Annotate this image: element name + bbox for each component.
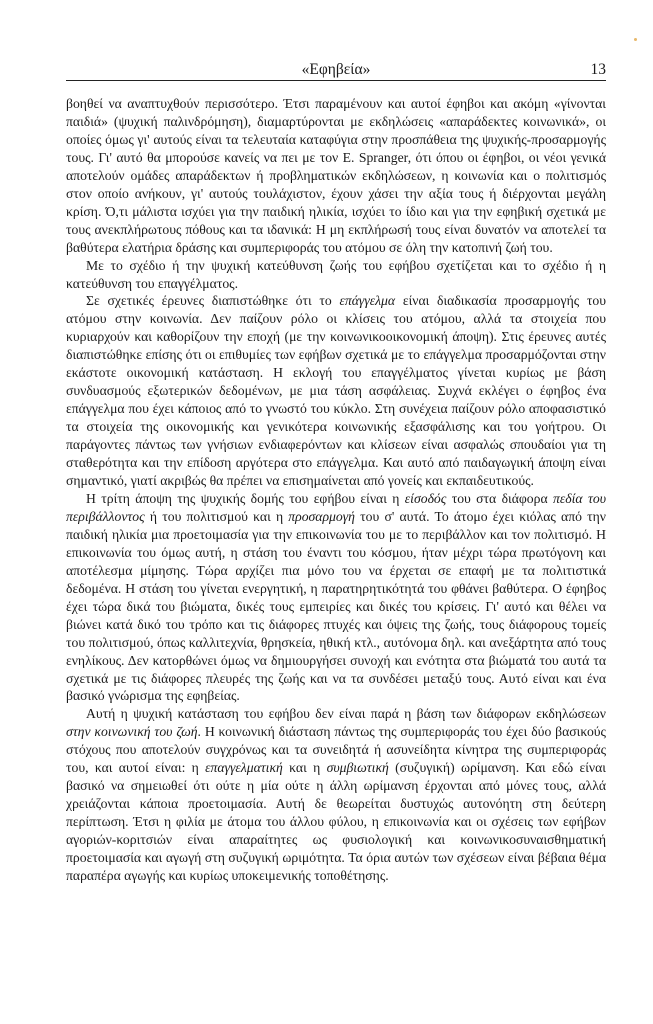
italic-term: πεδία του περιβάλλοντος bbox=[66, 490, 606, 524]
text-run: είναι διαδικασία προσαρμογής του ατόμου στην κοινωνία. Δεν παίζουν ρόλο οι κλίσεις του ατόμου, αλλά τα στοιχεία που κυριαρχούν και καθορίζουν την εποχή (με την κοινωνικοοικονομική άποψη). Στις έρευνες αυτές διαπιστώθηκε επίσης ότι οι επιθυμίες των εφήβων σχετικά με το επάγγελμα προσαρμόζονται στην εκάστοτε οικονομική κατάσταση. Η εκλογή του επαγγέλματος γίνεται κυρίως με βάση συνδυασμούς εξωτερικών δεδομένων, με μια τάση ασφάλειας. Συχνά εκλέγει ο έφηβος ένα επάγγελμα που έχει κάποιος από το γνωστό του κύκλο. Στη συνέχεια παίζουν ρόλο αποφασιστικό τα στοιχεία της οικονομικής και γενικότερα κοινωνικής εξασφάλισης και του γοήτρου. Οι παράγοντες πάντως των γνήσιων ενδιαφερόντων και κλίσεων είναι ασφαλώς σπουδαίοι για τη σταθερότητα και την επίδοση αργότερα στο επάγγελμα. Και αυτό από παιδαγωγική άποψη είναι σημαντικό, γιατί ακριβώς θα πρέπει να επισημαίνεται από γονείς και εκπαιδευτικούς. bbox=[66, 293, 606, 489]
body-text bbox=[66, 95, 606, 885]
italic-term: είσοδός bbox=[404, 490, 447, 506]
italic-term: επάγγελμα bbox=[339, 293, 396, 309]
text-run: (συζυγική) ωρίμανση. Και εδώ είναι βασικό να σημειωθεί ότι ούτε η μία ούτε η άλλη ωρίμανση έρχονται από μόνες τους, αλλά χρειάζονται κάποια προετοιμασία. Αυτή δε θεωρείται δυστυχώς αυτονόητη στη δεύτερη περίπτωση. Έτσι η φιλία με άτομα του άλλου φύλου, η επικοινωνία και οι σχέσεις των εφήβων αγοριών-κοριτσιών είναι απαραίτητες ως φυσιολογική και κοινωνικοσυναισθηματική προετοιμασία και αγωγή στη συζυγική ωριμότητα. Τα όρια αυτών των σχέσεων είναι βέβαια θέμα παραπέρα αγωγής και κυρίως υποκειμενικής τοποθέτησης. bbox=[66, 760, 606, 883]
text-run: του σ' αυτά. Το άτομο έχει κιόλας από την παιδική ηλικία μια προετοιμασία για την επικοινωνία του με το περιβάλλον και τον πολιτισμό. Η επικοινωνία του όμως αυτή, η στάση του έναντι του κόσμου, ήταν μέχρι τώρα πρωτόγονη και αποτέλεσμα μίμησης. Τώρα αρχίζει πια μόνο του να έρχεται σε επαφή με τα πολιτιστικά δεδομένα. Η στάση του γίνεται ενεργητική, η παρατηρητικότητά του φθάνει βαθύτερα. Ο έφηβος έχει τώρα δικά του βιώματα, δικές τους εμπειρίες και δικές του κρίσεις. Γι' αυτό και θέλει να βιώνει κατά δικό του τρόπο και τις διάφορες πτυχές και όψεις της ζωής, τους διάφορους τομείς του πολιτισμού, όπως καλλιτεχνία, θρησκεία, ηθική κτλ., αυτόνομα δηλ. και ανεξάρτητα από τους ενηλίκους. Δεν κατορθώνει όμως να δημιουργήσει συνοχή και ενότητα στα βιώματά του αυτά τα σχετικά με τις διάφορες πλευρές της ζωής και να τα συνδέσει μεταξύ τους. Αυτό είναι και ένα βασικό γνώρισμα της εφηβείας. bbox=[66, 508, 606, 704]
text-run: Σε σχετικές έρευνες διαπιστώθηκε ότι το bbox=[86, 293, 340, 309]
running-title: «Εφηβεία» bbox=[301, 61, 371, 78]
italic-term: προσαρμογή bbox=[288, 508, 355, 524]
text-run: βοηθεί να αναπτυχθούν περισσότερο. Έτσι παραμένουν και αυτοί έφηβοι και ακόμη «γίνονται παιδιά» (ψυχική παλινδρόμηση), διαμαρτύρονται με εκδηλώσεις «απαράδεκτες κοινωνικά», οι οποίες όμως γι' αυτούς είναι τα τελευταία καταφύγια στην προσπάθεια της ψυχικής-προσαρμογής τους. Γι' αυτό θα μπορούσε κανείς να πει με τον E. Spranger, ότι όπου οι έφηβοι, οι νέοι γενικά αποτελούν ομάδες απαράδεκτων ή προβληματικών εκδηλώσεων, η κοινωνία και ο πολιτισμός στον οποίο ανήκουν, γι' αυτούς τουλάχιστον, έχουν χάσει την αξία τους ή διέρχονται μεγάλη κρίση. Ό,τι μάλιστα ισχύει για την παιδική ηλικία, ισχύει το ίδιο και για την εφηβική σχετικά με τους ανεκπλήρωτους πόθους και τα ιδανικά: Η μη εκπλήρωσή τους είναι δυνατόν να αποτελεί τα βαθύτερα ελατήρια δράσης και συμπεριφοράς του ατόμου σε όλη την κατοπινή ζωή του. bbox=[66, 96, 606, 255]
italic-term: συμβιωτική bbox=[326, 760, 389, 776]
corner-mark bbox=[634, 38, 637, 41]
running-head bbox=[66, 58, 606, 81]
text-run: . Η κοινωνική διάσταση πάντως της συμπεριφοράς του έχει δύο βασικούς στόχους που αποτελούν συγχρόνως και τα συνειδητά ή ασυνείδητα κίνητρα της συμπεριφοράς του, και αυτοί είναι: η bbox=[66, 724, 606, 776]
page-number: 13 bbox=[590, 61, 606, 78]
text-run: Η τρίτη άποψη της ψυχικής δομής του εφήβου είναι η bbox=[86, 490, 405, 506]
text-run: Με το σχέδιο ή την ψυχική κατεύθυνση ζωής του εφήβου σχετίζεται και το σχέδιο ή η κατεύθυνση του επαγγέλματος. bbox=[66, 257, 606, 291]
paragraph bbox=[66, 490, 606, 705]
italic-term: στην κοινωνική του ζωή bbox=[66, 724, 198, 740]
italic-term: επαγγελματική bbox=[205, 760, 283, 776]
text-run: ή του πολιτισμού και η bbox=[144, 508, 289, 524]
text-run: και η bbox=[282, 760, 327, 776]
paragraph bbox=[66, 95, 606, 257]
text-run: του στα διάφορα bbox=[446, 490, 553, 506]
paragraph bbox=[66, 257, 606, 293]
paragraph bbox=[66, 292, 606, 489]
text-run: Αυτή η ψυχική κατάσταση του εφήβου δεν είναι παρά η βάση των διάφορων εκδηλώσεων bbox=[86, 706, 606, 722]
paragraph bbox=[66, 705, 606, 885]
book-page bbox=[66, 58, 606, 998]
